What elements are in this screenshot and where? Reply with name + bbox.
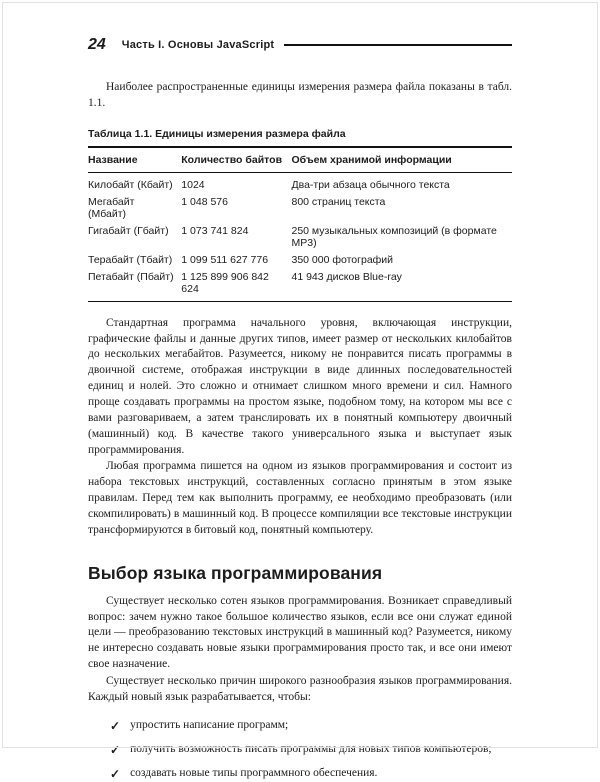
table-cell-bytes: 1 073 741 824 — [181, 224, 249, 237]
intro-paragraph: Наиболее распространенные единицы измерения размера файла показаны в табл. 1.1. — [88, 81, 512, 109]
check-icon: ✓ — [110, 742, 121, 757]
table-cell-name: Гигабайт (Гбайт) — [88, 224, 169, 237]
checklist-item — [110, 742, 512, 758]
table-cell-name: Килобайт (Кбайт) — [88, 178, 173, 191]
table-row — [88, 222, 512, 251]
table-cell-name: Мегабайт (Мбайт) — [88, 195, 135, 220]
checklist-item — [110, 766, 512, 782]
table-header-row — [88, 147, 512, 173]
table-cell-bytes: 1 125 899 906 842 624 — [181, 270, 269, 295]
table-cell-bytes: 1024 — [181, 178, 205, 191]
table-cell-name: Терабайт (Тбайт) — [88, 253, 173, 266]
table-cell-info: 350 000 фотографий — [291, 253, 394, 266]
page-number: 24 — [88, 36, 106, 53]
table-cell-bytes: 1 099 511 627 776 — [181, 253, 269, 266]
file-size-units-table — [88, 146, 512, 302]
table-row — [88, 193, 512, 222]
section-paragraph: Существует несколько сотен языков программирования. Возникает справедливый вопрос: зачем нужно такое большое количество языков, если все они служат единой цели — преобразованию текстовых инструкций в машинный код? Разумеется, никому не интересно создавать новые языки программирования просто так, и все они имеют свое назначение. — [88, 594, 512, 671]
checklist-item-label: получить возможность писать программы для новых типов компьютеров; — [130, 742, 492, 755]
section-paragraph: Существует несколько причин широкого разнообразия языков программирования. Каждый новый язык разрабатывается, чтобы: — [88, 675, 512, 703]
table-cell-info: 800 страниц текста — [291, 195, 386, 208]
running-head-rule — [284, 44, 512, 46]
check-icon: ✓ — [110, 767, 121, 782]
table-row — [88, 172, 512, 193]
running-title: Часть I. Основы JavaScript — [121, 39, 275, 51]
body-paragraph: Любая программа пишется на одном из языков программирования и состоит из набора текстовых инструкций, составленных согласно принятым в этом языке правилам. Перед тем как выполнить программу, ее необходимо преобразовать (или скомпилировать) в машинный код. В процессе компиляции все текстовые инструкции трансформируются в битовый код, понятный компьютеру. — [88, 460, 512, 536]
table-caption: Таблица 1.1. Единицы измерения размера файла — [88, 127, 346, 140]
table-cell-bytes: 1 048 576 — [181, 195, 228, 208]
body-paragraph: Стандартная программа начального уровня, включающая инструкции, графические файлы и данные других типов, имеет размер от нескольких килобайтов до нескольких мегабайтов. Разумеется, никому не понравится писать программы в двоичной системе, отображая инструкции в виде длинных последовательностей единиц и нолей. Это сложно и отнимает слишком много времени и сил. Намного проще создавать программы на простом языке, подобном тому, на котором мы все с вами разговариваем, а затем транслировать их в понятный компьютеру двоичный (машинный) код. В качестве такого универсального языка и выступает язык программирования. — [88, 316, 512, 456]
checklist-item-label: создавать новые типы программного обеспечения. — [130, 767, 378, 780]
checklist-item — [110, 718, 512, 734]
table-cell-info: 41 943 дисков Blue-ray — [291, 270, 402, 283]
table-cell-name: Петабайт (Пбайт) — [88, 270, 174, 283]
table-header-name: Название — [88, 153, 138, 166]
running-head — [88, 36, 512, 54]
checklist-item-label: упростить написание программ; — [130, 718, 289, 731]
table-row — [88, 251, 512, 268]
table-header-bytes: Количество байтов — [181, 153, 283, 166]
section-heading: Выбор языка программирования — [88, 562, 383, 583]
table-cell-info: 250 музыкальных композиций (в формате MP3) — [291, 224, 497, 249]
table-cell-info: Два-три абзаца обычного текста — [291, 178, 450, 191]
check-icon: ✓ — [110, 718, 121, 733]
table-row — [88, 268, 512, 301]
table-header-info: Объем хранимой информации — [291, 153, 452, 166]
